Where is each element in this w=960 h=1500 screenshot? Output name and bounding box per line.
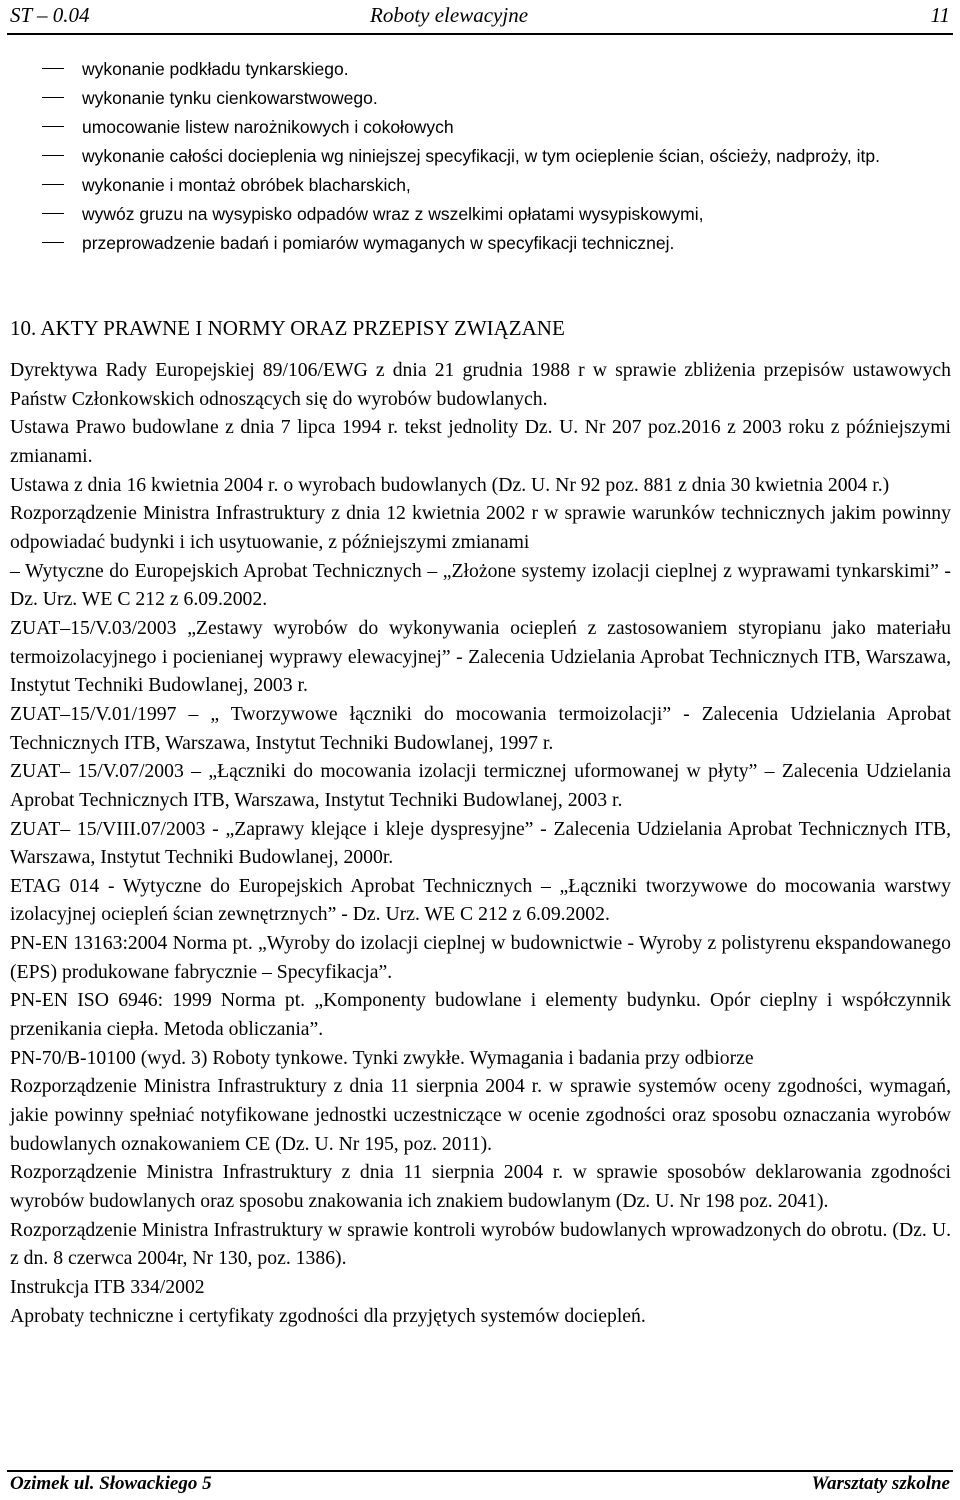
list-item: wykonanie podkładu tynkarskiego. [10,55,952,84]
list-item: wykonanie całości docieplenia wg niniejszej specyfikacji, w tym ocieplenie ścian, ościeży, nadproży, itp. [10,142,952,171]
work-scope-list [10,55,952,258]
reference-paragraph: PN-70/B-10100 (wyd. 3) Roboty tynkowe. Tynki zwykłe. Wymagania i badania przy odbiorze [10,1046,754,1069]
reference-paragraph: PN-EN 13163:2004 Norma pt. „Wyroby do izolacji cieplnej w budownictwie - Wyroby z polistyrenu ekspandowanego (EPS) produkowane fabrycznie – Specyfikacja”. [10,932,951,983]
legal-references [10,356,951,1330]
reference-paragraph: ZUAT–15/V.01/1997 – „ Tworzywowe łączniki do mocowania termoizolacji” - Zalecenia Udzielania Aprobat Technicznych ITB, Warszawa, Instytut Techniki Budowlanej, 1997 r. [10,702,951,754]
reference-paragraph: ZUAT– 15/V.07/2003 – „Łączniki do mocowania izolacji termicznej uformowanej w płyty” – Zalecenia Udzielania Aprobat Technicznych ITB, Warszawa, Instytut Techniki Budowlanej, 2003 r. [10,760,951,811]
page-header [7,0,953,35]
footer-address: Ozimek ul. Słowackiego 5 [10,1473,212,1494]
reference-paragraph: – Wytyczne do Europejskich Aprobat Technicznych – „Złożone systemy izolacji cieplnej z wyprawami tynkarskimi” - Dz. Urz. WE C 212 z 6.09.2002. [10,559,951,611]
list-item: umocowanie listew narożnikowych i cokołowych [10,113,952,142]
reference-paragraph: Ustawa z dnia 16 kwietnia 2004 r. o wyrobach budowlanych (Dz. U. Nr 92 poz. 881 z dnia 30 kwietnia 2004 r.) [10,473,890,496]
reference-paragraph: Rozporządzenie Ministra Infrastruktury z dnia 12 kwietnia 2002 r w sprawie warunków technicznych jakim powinny odpowiadać budynki i ich usytuowanie, z późniejszymi zmianami [10,502,951,553]
page-number: 11 [930,3,950,27]
list-item: wywóz gruzu na wysypisko odpadów wraz z wszelkimi opłatami wysypiskowymi, [10,200,952,229]
reference-paragraph: Rozporządzenie Ministra Infrastruktury z dnia 11 sierpnia 2004 r. w sprawie systemów oceny zgodności, wymagań, jakie powinny spełniać notyfikowane jednostki uczestniczące w ocenie zgodności oraz sposobu oznaczania wyrobów budowlanych oznakowaniem CE (Dz. U. Nr 195, poz. 2011). [10,1075,951,1155]
reference-paragraph: Ustawa Prawo budowlane z dnia 7 lipca 1994 r. tekst jednolity Dz. U. Nr 207 poz.2016 z 2003 roku z późniejszymi zmianami. [10,416,951,467]
section-heading: 10. AKTY PRAWNE I NORMY ORAZ PRZEPISY ZWIĄZANE [10,316,565,340]
list-item: wykonanie i montaż obróbek blacharskich, [10,171,952,200]
reference-paragraph: ZUAT– 15/VIII.07/2003 - „Zaprawy klejące i kleje dyspresyjne” - Zalecenia Udzielania Aprobat Technicznych ITB, Warszawa, Instytut Techniki Budowlanej, 2000r. [10,817,951,869]
reference-paragraph: Instrukcja ITB 334/2002 [10,1276,205,1298]
reference-paragraph: PN-EN ISO 6946: 1999 Norma pt. „Komponenty budowlane i elementy budynku. Opór cieplny i współczynnik przenikania ciepła. Metoda obliczania”. [10,989,951,1041]
reference-paragraph: Rozporządzenie Ministra Infrastruktury w sprawie kontroli wyrobów budowlanych wprowadzonych do obrotu. (Dz. U. z dn. 8 czerwca 2004r, Nr 130, poz. 1386). [10,1218,951,1270]
page-footer [7,1470,953,1496]
reference-paragraph: Aprobaty techniczne i certyfikaty zgodności dla przyjętych systemów dociepleń. [10,1304,646,1327]
header-title: Roboty elewacyjne [370,3,529,27]
reference-paragraph: ETAG 014 - Wytyczne do Europejskich Aprobat Technicznych – „Łączniki tworzywowe do mocowania warstwy izolacyjnej ociepleń ścian zewnętrznych” - Dz. Urz. WE C 212 z 6.09.2002. [10,874,951,926]
footer-organization: Warsztaty szkolne [811,1473,950,1494]
list-item: wykonanie tynku cienkowarstwowego. [10,84,952,113]
reference-paragraph: Rozporządzenie Ministra Infrastruktury z dnia 11 sierpnia 2004 r. w sprawie sposobów deklarowania zgodności wyrobów budowlanych oraz sposobu znakowania ich znakiem budowlanym (Dz. U. Nr 198 poz. 2041). [10,1161,951,1213]
spec-code: ST – 0.04 [10,3,90,27]
reference-paragraph: Dyrektywa Rady Europejskiej 89/106/EWG z dnia 21 grudnia 1988 r w sprawie zbliżenia przepisów ustawowych Państw Członkowskich odnoszących się do wyrobów budowlanych. [10,359,951,410]
reference-paragraph: ZUAT–15/V.03/2003 „Zestawy wyrobów do wykonywania ociepleń z zastosowaniem styropianu jako materiału termoizolacyjnego i pocienianej wyprawy elewacyjnej” - Zalecenia Udzielania Aprobat Technicznych ITB, Warszawa, Instytut Techniki Budowlanej, 2003 r. [10,616,951,697]
list-item: przeprowadzenie badań i pomiarów wymaganych w specyfikacji technicznej. [10,229,952,258]
